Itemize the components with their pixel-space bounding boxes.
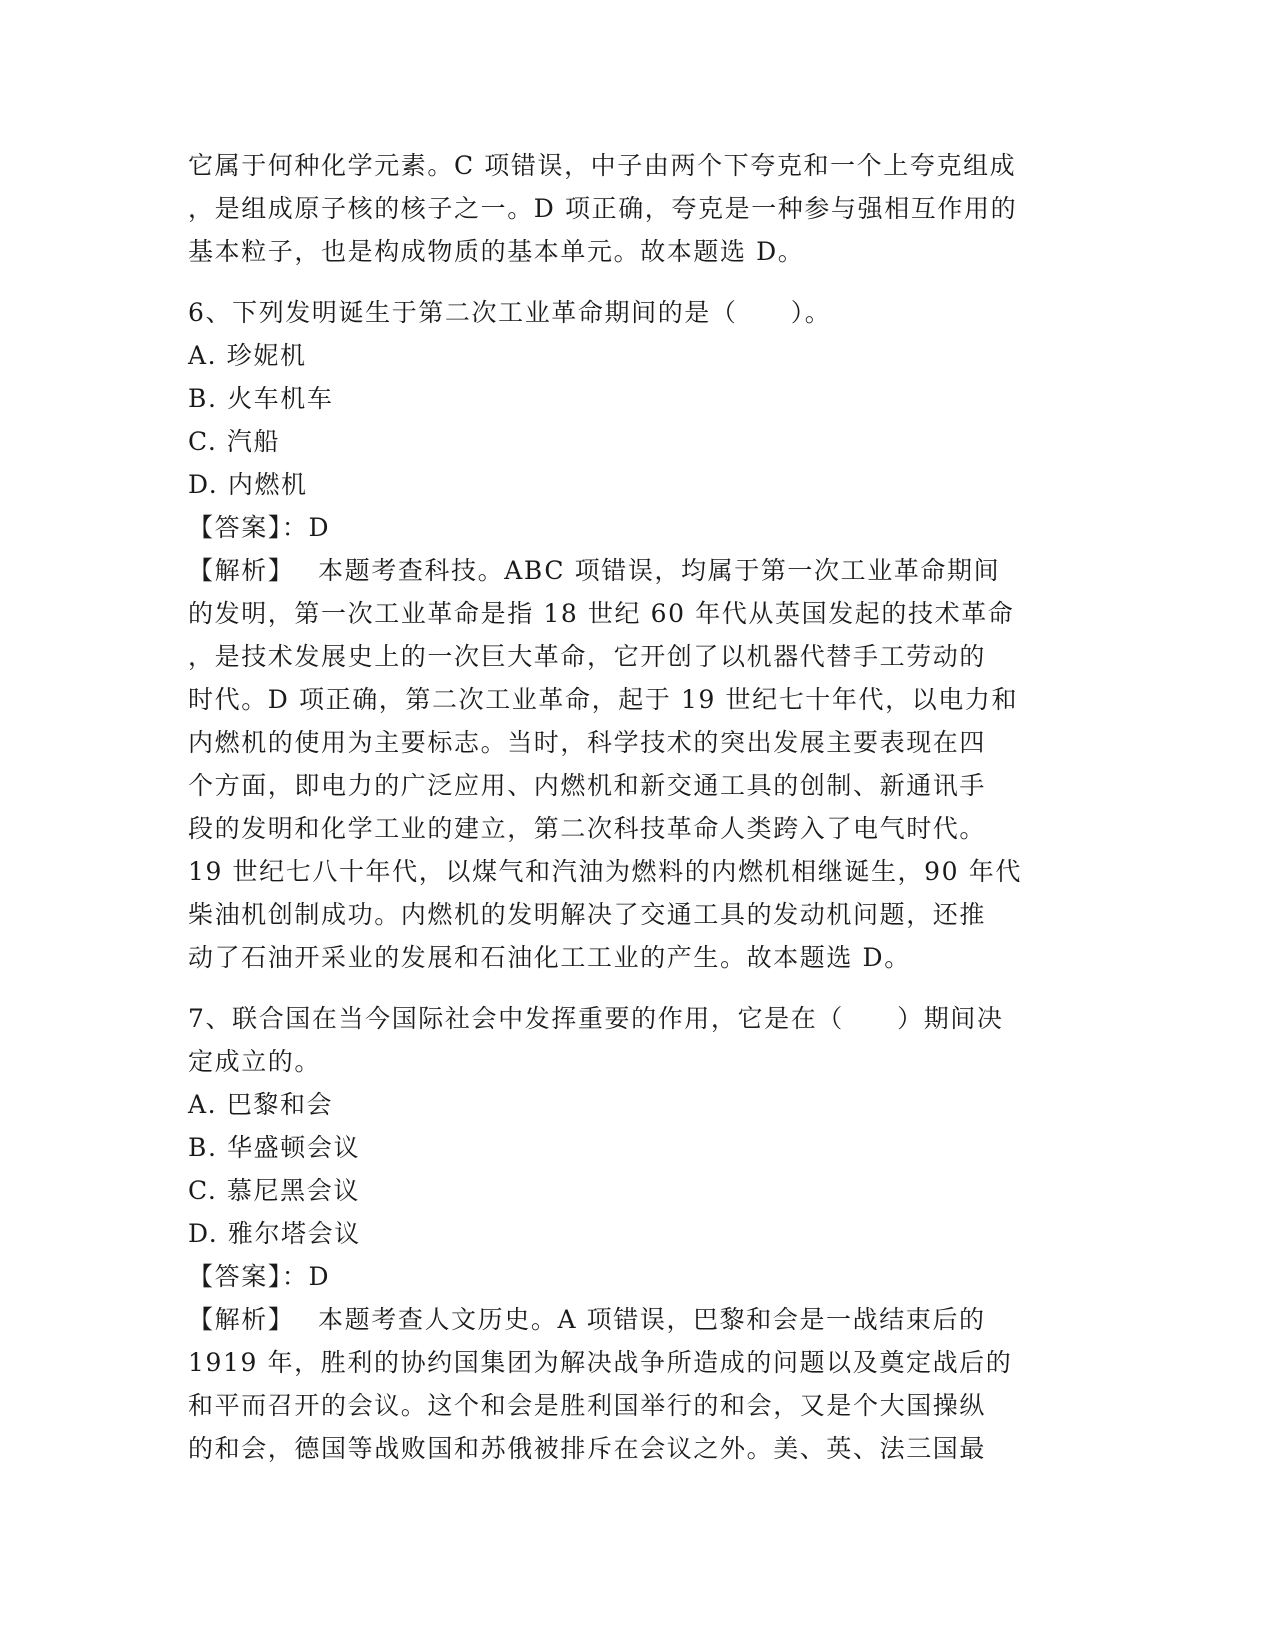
option-d: D. 内燃机 <box>188 470 308 499</box>
question-6 <box>188 293 1088 981</box>
analysis-line: 时代。D 项正确，第二次工业革命，起于 19 世纪七十年代，以电力和 <box>188 685 1019 714</box>
answer-line: 【答案】：D <box>188 513 331 542</box>
option-c: C. 汽船 <box>188 427 281 456</box>
analysis-line: 和平而召开的会议。这个和会是胜利国举行的和会，又是个大国操纵 <box>188 1391 987 1420</box>
text-line: 基本粒子，也是构成物质的基本单元。故本题选 D。 <box>188 237 805 266</box>
option-a: A. 巴黎和会 <box>188 1090 334 1119</box>
option-d: D. 雅尔塔会议 <box>188 1219 361 1248</box>
answer-line: 【答案】：D <box>188 1262 331 1291</box>
question-7 <box>188 999 1088 1472</box>
question-stem: 7、联合国在当今国际社会中发挥重要的作用，它是在（ ）期间决 <box>188 1004 1004 1033</box>
option-c: C. 慕尼黑会议 <box>188 1176 360 1205</box>
analysis-line: 19 世纪七八十年代，以煤气和汽油为燃料的内燃机相继诞生，90 年代 <box>188 857 1022 886</box>
analysis-line: 【解析】 本题考查人文历史。A 项错误，巴黎和会是一战结束后的 <box>188 1305 986 1334</box>
question-stem: 6、下列发明诞生于第二次工业革命期间的是（ ）。 <box>188 298 832 327</box>
analysis-line: 的发明，第一次工业革命是指 18 世纪 60 年代从英国发起的技术革命 <box>188 599 1015 628</box>
analysis-line: 的和会，德国等战败国和苏俄被排斥在会议之外。美、英、法三国最 <box>188 1434 987 1463</box>
text-line: 它属于何种化学元素。C 项错误，中子由两个下夸克和一个上夸克组成 <box>188 151 1017 180</box>
analysis-line: 【解析】 本题考查科技。ABC 项错误，均属于第一次工业革命期间 <box>188 556 1001 585</box>
question-stem: 定成立的。 <box>188 1047 322 1076</box>
analysis-line: 柴油机创制成功。内燃机的发明解决了交通工具的发动机问题，还推 <box>188 900 987 929</box>
analysis-line: 段的发明和化学工业的建立，第二次科技革命人类跨入了电气时代。 <box>188 814 987 843</box>
analysis-line: 内燃机的使用为主要标志。当时，科学技术的突出发展主要表现在四 <box>188 728 987 757</box>
previous-analysis-continuation <box>188 146 1088 275</box>
option-b: B. 华盛顿会议 <box>188 1133 361 1162</box>
text-line: ，是组成原子核的核子之一。D 项正确，夸克是一种参与强相互作用的 <box>188 194 1018 223</box>
analysis-line: 动了石油开采业的发展和石油化工工业的产生。故本题选 D。 <box>188 943 911 972</box>
analysis-line: ，是技术发展史上的一次巨大革命，它开创了以机器代替手工劳动的 <box>188 642 987 671</box>
analysis-line: 1919 年，胜利的协约国集团为解决战争所造成的问题以及奠定战后的 <box>188 1348 1013 1377</box>
option-b: B. 火车机车 <box>188 384 334 413</box>
option-a: A. 珍妮机 <box>188 341 307 370</box>
document-page <box>188 146 1088 1472</box>
analysis-block <box>188 1300 1088 1472</box>
analysis-block <box>188 551 1088 981</box>
analysis-line: 个方面，即电力的广泛应用、内燃机和新交通工具的创制、新通讯手 <box>188 771 987 800</box>
